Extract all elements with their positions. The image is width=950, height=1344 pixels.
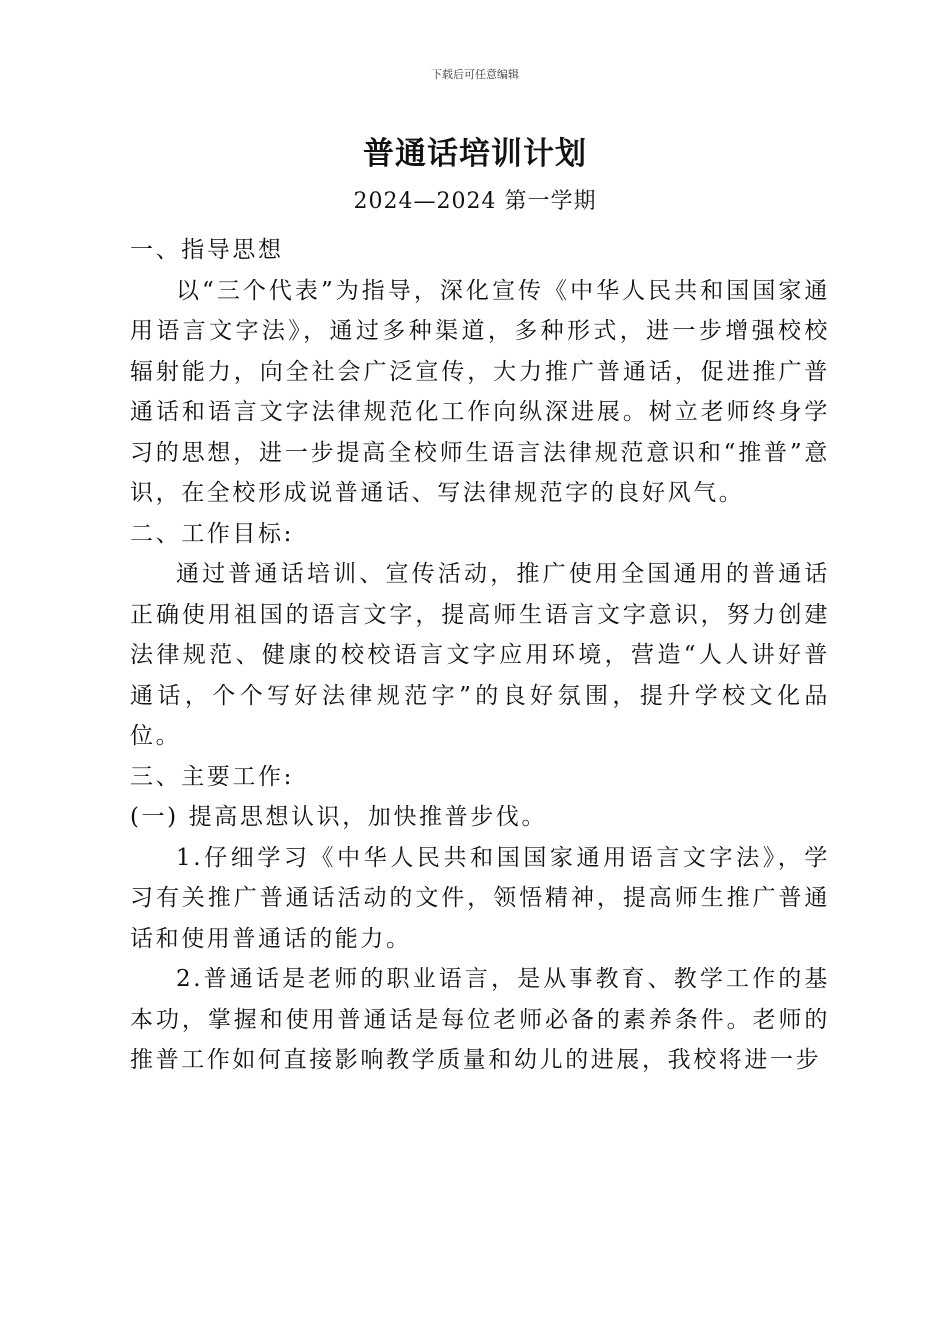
section-1-paragraph: 以“三个代表”为指导，深化宣传《中华人民共和国国家通用语言文字法》，通过多种渠道，多种形式，进一步增强校校辐射能力，向全社会广泛宣传，大力推广普通话，促进推广普通话和语言文字法律规范化工作向纵深进展。树立老师终身学习的思想，进一步提高全校师生语言法律规范意识和“推普”意识，在全校形成说普通话、写法律规范字的良好风气。 [130, 277, 830, 506]
section-3-item-2: 2.普通话是老师的职业语言，是从事教育、教学工作的基本功，掌握和使用普通话是每位老师必备的素养条件。老师的推普工作如何直接影响教学质量和幼儿的进展，我校将进一步 [130, 966, 830, 1073]
section-2-paragraph: 通过普通话培训、宣传活动，推广使用全国通用的普通话正确使用祖国的语言文字，提高师生语言文字意识，努力创建法律规范、健康的校校语言文字应用环境，营造“人人讲好普通话，个个写好法律规范字”的良好氛围，提升学校文化品位。 [130, 561, 830, 749]
header-note: 下载后可任意编辑 [431, 68, 519, 81]
document-title: 普通话培训计划 [363, 136, 587, 172]
document-subtitle: 2024—2024 第一学期 [353, 189, 597, 214]
section-2-heading: 二、工作目标: [130, 520, 294, 547]
section-3-item-1: 1.仔细学习《中华人民共和国国家通用语言文字法》，学习有关推广普通话活动的文件，领悟精神，提高师生推广普通话和使用普通话的能力。 [130, 844, 830, 952]
document-body [130, 230, 830, 1081]
section-3-heading: 三、主要工作: [130, 763, 294, 790]
section-3-subheading-1: (一) 提高思想认识，加快推普步伐。 [130, 804, 548, 830]
section-1-heading: 一、指导思想 [130, 237, 284, 263]
